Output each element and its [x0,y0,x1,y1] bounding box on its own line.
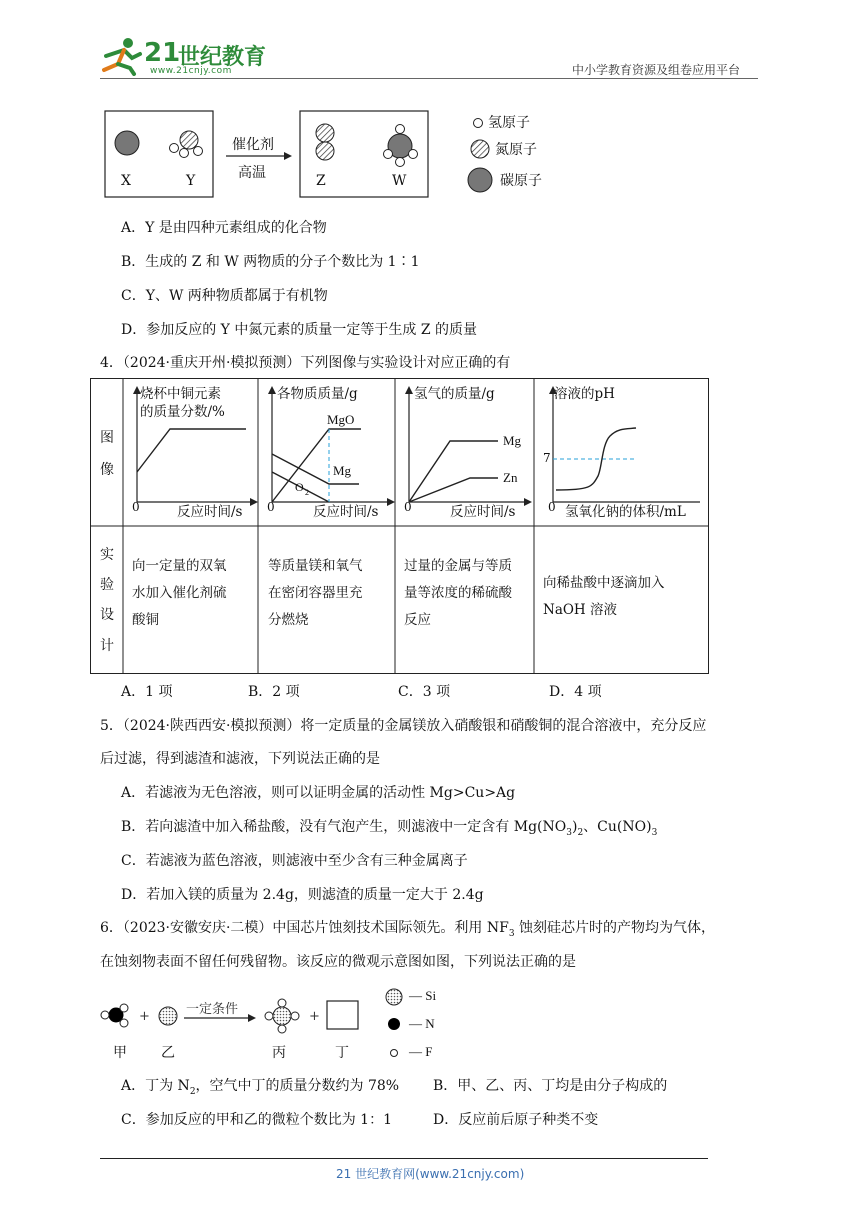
q6-label-bing: 丙 [272,1045,286,1061]
q5-stem-line2: 后过滤，得到滤渣和滤液，下列说法正确的是 [100,751,380,767]
graph4-tick-7: 7 [543,451,551,465]
q6-stem-line1: 6．（2023·安徽安庆·二模）中国芯片蚀刻技术国际领先。利用 $NF_3$ 蚀刻硅芯片时的产物均为气体， [100,920,716,939]
graph3-xlabel: 反应时间/s [450,504,516,520]
legend-nitrogen: 氮原子 [495,142,537,158]
graph3-ylabel: 氢气的质量/g [414,386,495,402]
graph1-ylabel-2: 的质量分数/% [140,404,225,420]
row-header-design-3: 设 [100,607,114,623]
q6-reaction-figure [96,986,456,1036]
design-cell-3: 过量的金属与等质 量等浓度的稀硫酸 反应 [404,558,512,628]
label-z: Z [316,173,326,189]
label-x: X [121,173,131,189]
q4-stem: 4．（2024·重庆开州·模拟预测）下列图像与实验设计对应正确的有 [100,355,511,371]
graph2-label-mgo: MgO [327,412,355,427]
design-cell-4: 向稀盐酸中逐滴加入 NaOH 溶液 [543,575,665,618]
q6-option-c: C．参加反应的甲和乙的微粒个数比为 1：1 [121,1112,392,1128]
runner-logo-icon [96,36,144,76]
footer-divider [100,1158,708,1159]
graph2-label-mg: Mg [333,463,352,478]
graph3-label-zn: Zn [503,470,518,485]
graph3-label-mg: Mg [503,433,522,448]
q5-option-b: B．若向滤渣中加入稀盐酸，没有气泡产生，则滤液中一定含有 $Mg(NO_3)_2$、$Cu(NO)_3$ [121,819,658,838]
graph4-origin: 0 [548,500,556,514]
q6-option-d: D．反应前后原子种类不变 [433,1112,599,1128]
legend-f: — F [409,1044,433,1059]
row-header-design-1: 实 [100,547,114,563]
q3-option-c: C．Y、W 两种物质都属于有机物 [121,288,328,304]
q4-option-a: A．1 项 [121,684,173,700]
q6-stem-line2: 在蚀刻物表面不留任何残留物。该反应的微观示意图如图，下列说法正确的是 [100,954,576,970]
graph2-ylabel: 各物质质量/g [277,386,358,402]
q3-option-d: D．参加反应的 Y 中氮元素的质量一定等于生成 Z 的质量 [121,322,477,338]
svg-text:+: + [309,1009,320,1024]
graph2-origin: 0 [267,500,275,514]
graph2-label-o: O [295,480,304,494]
q6-label-yi: 乙 [161,1045,175,1061]
graph2-xlabel: 反应时间/s [313,504,379,520]
q6-option-a: A．丁为 $N_2$，空气中丁的质量分数约为 78% [121,1078,400,1097]
graph4-ylabel: 溶液的pH [554,386,615,402]
q6-option-b: B．甲、乙、丙、丁均是由分子构成的 [433,1078,668,1094]
row-header-image-2: 像 [100,462,114,478]
q6-label-jia: 甲 [113,1045,127,1061]
q3-option-a: A．Y 是由四种元素组成的化合物 [121,220,327,236]
q4-option-c: C．3 项 [398,684,451,700]
row-header-design-4: 计 [100,638,114,654]
row-header-image-1: 图 [100,430,114,446]
logo-url: www.21cnjy.com [150,66,232,76]
graph4-xlabel: 氢氧化钠的体积/mL [565,504,686,520]
legend-fluorine-atom-icon [386,1045,402,1061]
footer-link[interactable]: 21 世纪教育网(www.21cnjy.com) [336,1167,525,1181]
graph1-ylabel-1: 烧杯中铜元素 [140,386,221,402]
platform-name: 中小学教育资源及组卷应用平台 [572,63,741,77]
legend-si: — Si [409,988,437,1003]
graph2-label-o-sub: 2 [305,488,309,497]
legend-hydrogen: 氢原子 [488,115,530,131]
design-cell-1: 向一定量的双氧 水加入催化剂硫 酸铜 [132,558,227,628]
q5-option-a: A．若滤液为无色溶液，则可以证明金属的活动性 Mg>Cu>Ag [121,785,516,801]
q6-condition: 一定条件 [186,1002,239,1017]
header-divider [100,78,758,79]
graph3-origin: 0 [404,500,412,514]
condition-catalyst: 催化剂 [232,137,274,153]
label-w: W [392,173,407,189]
row-header-design-2: 验 [100,577,114,593]
q5-option-d: D．若加入镁的质量为 2.4g，则滤渣的质量一定大于 2.4g [121,887,484,903]
graph1-origin: 0 [132,500,140,514]
q4-option-d: D．4 项 [549,684,602,700]
legend-n: — N [409,1016,435,1031]
label-y: Y [186,173,196,189]
svg-text:+: + [139,1009,150,1024]
graph1-xlabel: 反应时间/s [177,504,243,520]
q5-option-c: C．若滤液为蓝色溶液，则滤液中至少含有三种金属离子 [121,853,468,869]
condition-high-temp: 高温 [238,165,266,181]
q5-stem-line1: 5．（2024·陕西西安·模拟预测）将一定质量的金属镁放入硝酸银和硝酸铜的混合溶液中，充分反应 [100,718,707,734]
design-cell-2: 等质量镁和氧气 在密闭容器里充 分燃烧 [268,558,363,628]
q6-label-ding: 丁 [335,1045,349,1061]
q3-option-b: B．生成的 Z 和 W 两物质的分子个数比为 1∶1 [121,254,420,270]
q4-option-b: B．2 项 [248,684,300,700]
logo-text: 世纪教育 [178,45,267,70]
legend-carbon: 碳原子 [500,173,542,189]
logo-number: 21 [144,38,181,68]
